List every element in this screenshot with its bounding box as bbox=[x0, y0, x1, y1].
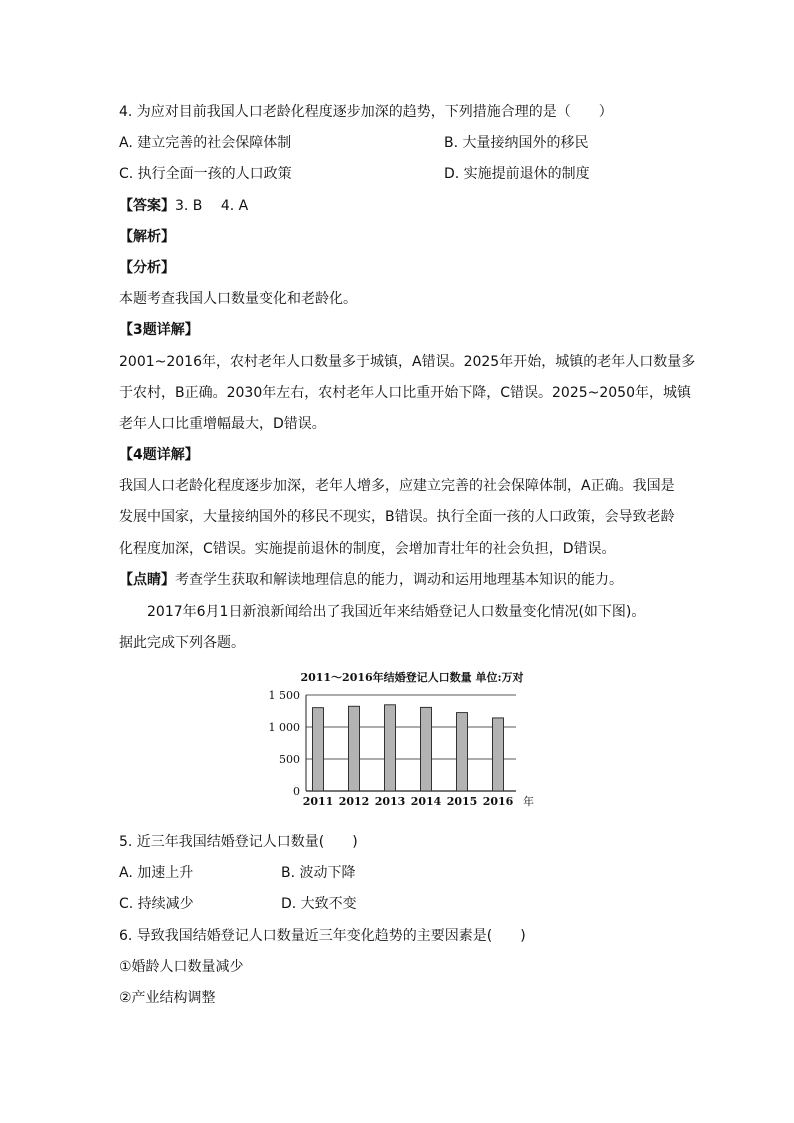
marriage-bar-chart bbox=[268, 664, 538, 810]
q3-detail-line: 于农村，B正确。2030年左右，农村老年人口比重开始下降，C错误。2025~2050年，城镇 bbox=[119, 385, 691, 401]
bar-2015 bbox=[457, 713, 468, 791]
q3-detail-heading: 【3题详解】 bbox=[119, 322, 199, 338]
answer-tag: 【答案】 bbox=[119, 198, 175, 214]
x-tick-label: 2012 bbox=[338, 795, 370, 808]
dianjing-line bbox=[119, 570, 623, 590]
q4-detail-line: 化程度加深，C错误。实施提前退休的制度，会增加青壮年的社会负担，D错误。 bbox=[119, 541, 616, 557]
q6-item-1: ①婚龄人口数量减少 bbox=[119, 959, 244, 975]
answer-line bbox=[119, 196, 248, 216]
bar-2014 bbox=[421, 707, 432, 791]
q6-stem: 6. 导致我国结婚登记人口数量近三年变化趋势的主要因素是( ) bbox=[119, 928, 526, 944]
bar-2016 bbox=[493, 718, 504, 791]
answer-text: 3. B 4. A bbox=[175, 198, 249, 214]
q5-option-d: D. 大致不变 bbox=[281, 896, 357, 912]
x-tick-label: 2015 bbox=[446, 795, 478, 808]
q4-option-c: C. 执行全面一孩的人口政策 bbox=[119, 166, 292, 182]
bar-2011 bbox=[313, 708, 324, 791]
dianjing-tag: 【点睛】 bbox=[119, 572, 175, 588]
y-tick-label: 1 000 bbox=[268, 721, 300, 734]
q5-option-b: B. 波动下降 bbox=[281, 865, 356, 881]
intro-line-2: 据此完成下列各题。 bbox=[119, 635, 245, 651]
x-tick-label: 2013 bbox=[374, 795, 406, 808]
x-tick-label: 2014 bbox=[410, 795, 442, 808]
q4-option-b: B. 大量接纳国外的移民 bbox=[444, 135, 589, 151]
y-tick-label: 0 bbox=[293, 785, 300, 798]
fenxi-text: 本题考查我国人口数量变化和老龄化。 bbox=[119, 291, 357, 307]
intro-line-1: 2017年6月1日新浪新闻给出了我国近年来结婚登记人口数量变化情况(如下图)。 bbox=[147, 604, 646, 620]
q4-option-d: D. 实施提前退休的制度 bbox=[444, 166, 590, 182]
bar-2012 bbox=[349, 706, 360, 791]
x-tick-label: 2016 bbox=[482, 795, 514, 808]
q4-option-a: A. 建立完善的社会保障体制 bbox=[119, 135, 292, 151]
q4-stem: 4. 为应对目前我国人口老龄化程度逐步加深的趋势，下列措施合理的是（ ） bbox=[119, 104, 613, 120]
x-tick-label: 2011 bbox=[302, 795, 334, 808]
fenxi-heading: 【分析】 bbox=[119, 260, 175, 276]
q3-detail-line: 老年人口比重增幅最大，D错误。 bbox=[119, 416, 326, 432]
q5-option-a: A. 加速上升 bbox=[119, 865, 194, 881]
q4-detail-heading: 【4题详解】 bbox=[119, 447, 199, 463]
y-tick-label: 500 bbox=[279, 753, 300, 766]
y-tick-label: 1 500 bbox=[268, 689, 300, 702]
q4-detail-line: 发展中国家，大量接纳国外的移民不现实，B错误。执行全面一孩的人口政策，会导致老龄 bbox=[119, 509, 675, 525]
bar-2013 bbox=[385, 705, 396, 791]
q3-detail-line: 2001~2016年，农村老年人口数量多于城镇，A错误。2025年开始，城镇的老年人口数量多 bbox=[119, 354, 696, 370]
chart-title: 2011～2016年结婚登记人口数量 单位:万对 bbox=[300, 671, 524, 684]
dianjing-text: 考查学生获取和解读地理信息的能力，调动和运用地理基本知识的能力。 bbox=[175, 572, 623, 588]
x-axis-unit: 年 bbox=[523, 795, 534, 808]
q5-stem: 5. 近三年我国结婚登记人口数量( ) bbox=[119, 834, 358, 850]
q6-item-2: ②产业结构调整 bbox=[119, 990, 216, 1006]
q4-detail-line: 我国人口老龄化程度逐步加深，老年人增多，应建立完善的社会保障体制，A正确。我国是 bbox=[119, 478, 675, 494]
q5-option-c: C. 持续减少 bbox=[119, 896, 194, 912]
jiexi-heading: 【解析】 bbox=[119, 229, 175, 245]
